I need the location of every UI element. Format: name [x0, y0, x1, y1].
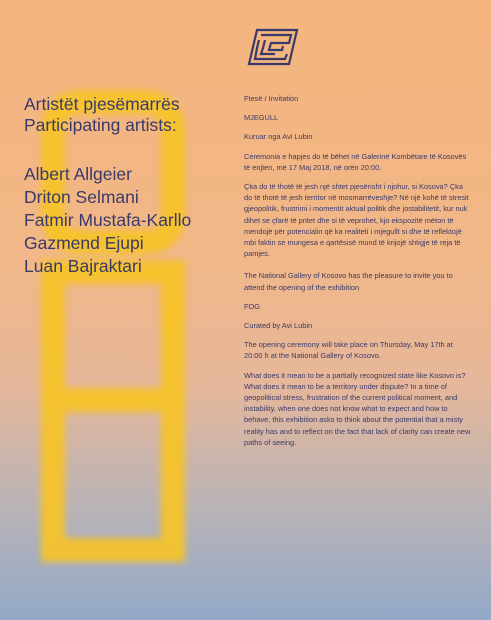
- invitation-text: [244, 93, 472, 456]
- gallery-logo-icon: [245, 26, 301, 68]
- participating-artists: [24, 94, 191, 278]
- artist-name: Luan Bajraktari: [24, 256, 142, 276]
- curator-en: Curated by Avi Lubin: [244, 321, 313, 331]
- artists-heading-en: Participating artists:: [24, 115, 177, 135]
- artist-list: [24, 163, 191, 278]
- description-en: What does it mean to be a partially recognized state like Kosovo is? What does it mean to be a territory under dispute? In a time of geopolitical stress, frustration of the current political moment, and instability, when one does not know what to expect and how to behave, this exhibition asks to think about the potential that a misty reality has and to reflect on the fact that lack of clarity can create new paths of seeing.: [244, 370, 471, 447]
- exhibition-title-sq: MJEGULL: [244, 113, 279, 123]
- artist-name: Albert Allgeier: [24, 164, 132, 184]
- artists-heading-sq: Artistët pjesëmarrës: [24, 94, 180, 114]
- gallery-logo: [245, 26, 301, 68]
- curator-sq: Kuruar nga Avi Lubin: [244, 132, 313, 142]
- artist-name: Gazmend Ejupi: [24, 233, 144, 253]
- invitation-header: Ftesë / Invitation: [244, 94, 299, 103]
- ceremony-sq: Ceremonia e hapjes do të bëhet në Galerinë Kombëtare të Kosovës të enjten, më 17 Maj 2018, në orën 20:00.: [244, 151, 467, 172]
- artist-name: Fatmir Mustafa-Karllo: [24, 210, 192, 230]
- invitation-intro-en: The National Gallery of Kosovo has the pleasure to invite you to attend the opening of the exhibition: [244, 271, 453, 292]
- ceremony-en: The opening ceremony will take place on Thursday, May 17th at 20:00 h at the National Gallery of Kosovo.: [244, 340, 453, 361]
- description-sq: Çka do të thotë të jesh një shtet pjesërisht i njohur, si Kosova? Çka do të thotë të jesh territor në mosmarrëveshje? Në një kohë të stresit gjeopolitik, frustrimi i momentit aktual politik dhe jostabilitetit, kur nuk dihet se çfarë të pritet dhe si të veprohet, kjo ekspozitë mëton të mendojë për potencialin që ka realiteti i mjegullt si dhe të reflektojë mbi faktin se mungesa e qartësisë mund të krijojë shtigje të reja të pamjes.: [244, 182, 469, 259]
- artist-name: Driton Selmani: [24, 187, 139, 207]
- exhibition-title-en: FOG: [244, 301, 261, 311]
